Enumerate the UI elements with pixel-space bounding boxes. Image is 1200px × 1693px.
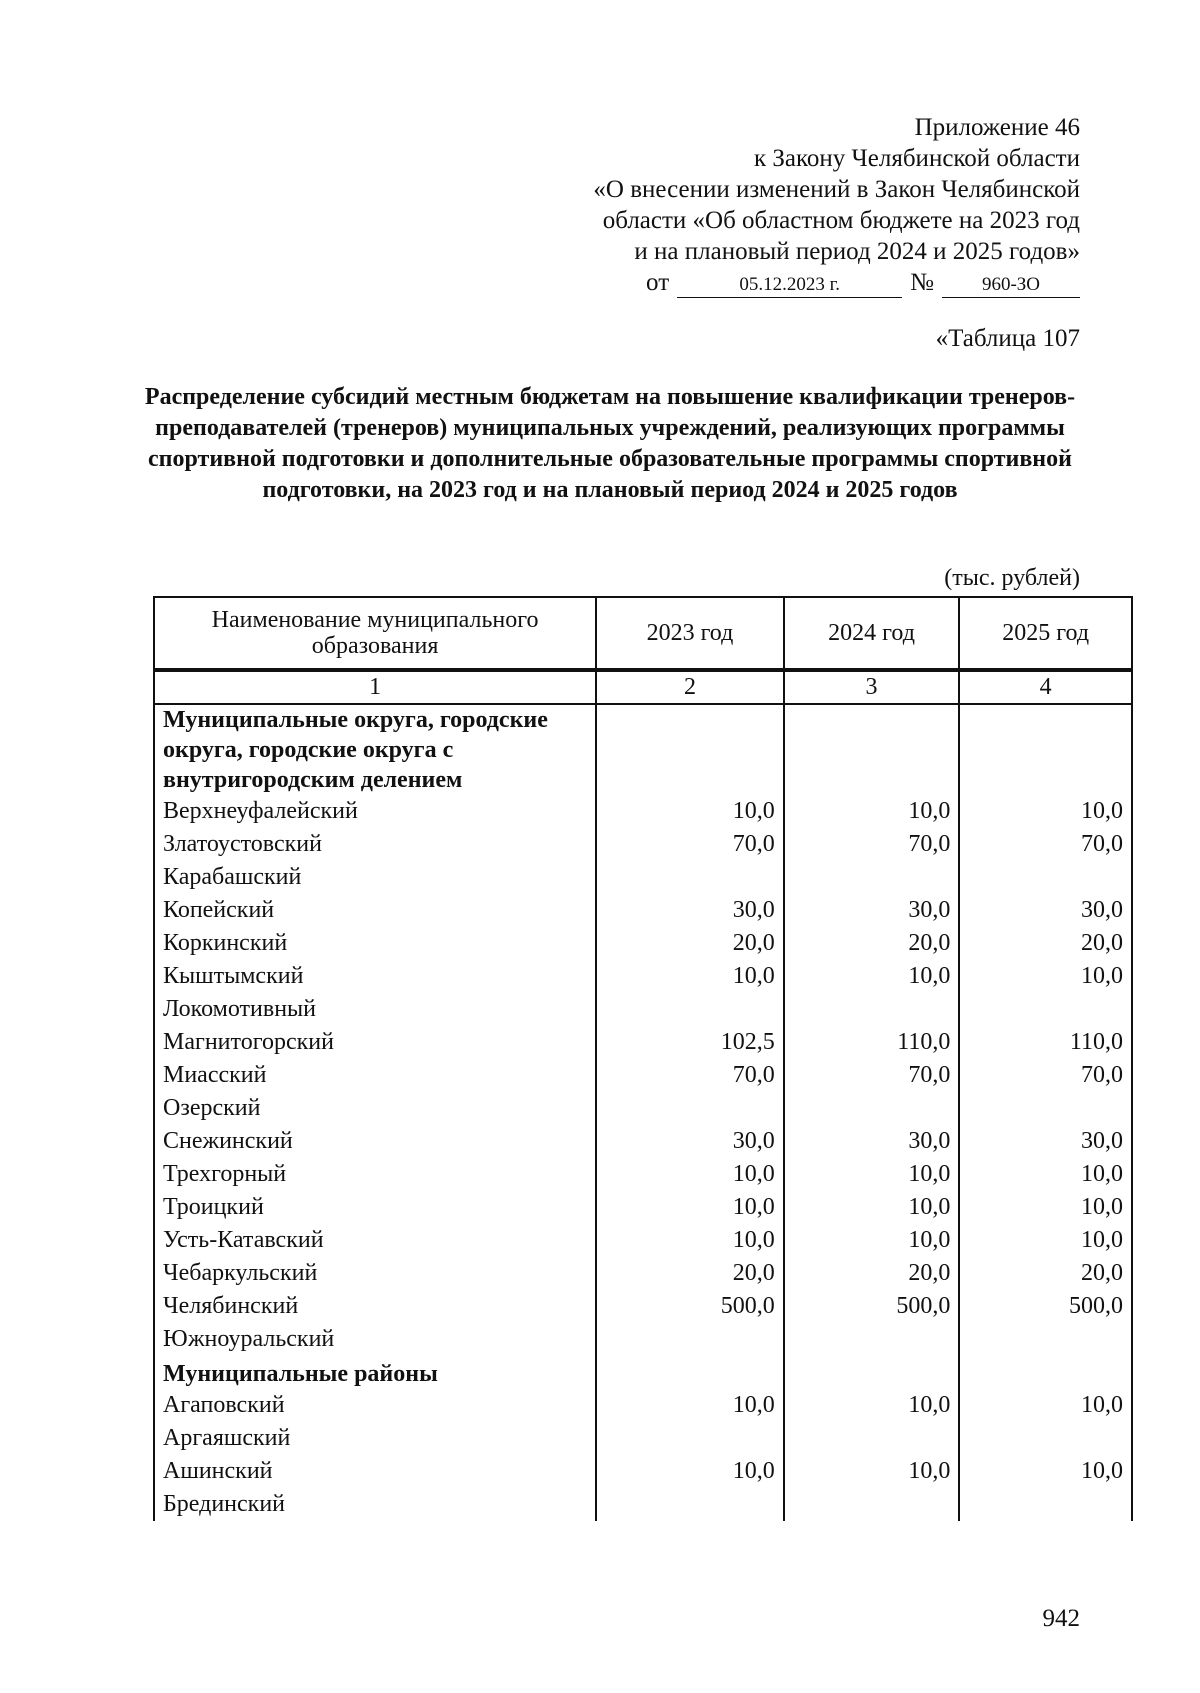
column-header-name: Наименование муниципального образования	[154, 597, 596, 670]
municipality-name: Миасский	[154, 1059, 596, 1092]
value-2025: 30,0	[959, 894, 1132, 927]
municipality-name: Магнитогорский	[154, 1026, 596, 1059]
table-row	[154, 894, 1132, 927]
table-row	[154, 1290, 1132, 1323]
table-row	[154, 1323, 1132, 1356]
value-2023: 20,0	[596, 1257, 784, 1290]
value-2025	[959, 1422, 1132, 1455]
table-row	[154, 1059, 1132, 1092]
value-2024: 10,0	[784, 1389, 960, 1422]
municipality-name: Муниципальные районы	[154, 1356, 596, 1389]
value-2025: 500,0	[959, 1290, 1132, 1323]
value-2024	[784, 1488, 960, 1521]
value-2023: 10,0	[596, 795, 784, 828]
law-number: 960-ЗО	[942, 273, 1080, 298]
municipality-name: Челябинский	[154, 1290, 596, 1323]
value-2024: 10,0	[784, 1191, 960, 1224]
municipality-name: Муниципальные округа, городские округа, городские округа с внутригородским делением	[154, 704, 596, 795]
value-2023: 30,0	[596, 894, 784, 927]
value-2023: 500,0	[596, 1290, 784, 1323]
value-2024: 10,0	[784, 1455, 960, 1488]
table-row	[154, 861, 1132, 894]
subsidy-table	[153, 596, 1133, 1521]
table-row	[154, 1257, 1132, 1290]
value-2023	[596, 861, 784, 894]
value-2024: 10,0	[784, 960, 960, 993]
value-2023: 10,0	[596, 960, 784, 993]
value-2025: 10,0	[959, 1455, 1132, 1488]
value-2023	[596, 1422, 784, 1455]
value-2023: 20,0	[596, 927, 784, 960]
value-2025: 20,0	[959, 1257, 1132, 1290]
column-number-3: 3	[784, 670, 960, 704]
value-2024: 30,0	[784, 1125, 960, 1158]
value-2025	[959, 861, 1132, 894]
law-date: 05.12.2023 г.	[677, 273, 902, 298]
table-body	[154, 704, 1132, 1521]
table-header-row	[154, 597, 1132, 670]
value-2025	[959, 1323, 1132, 1356]
value-2025: 10,0	[959, 1224, 1132, 1257]
table-row	[154, 1092, 1132, 1125]
municipality-name: Ашинский	[154, 1455, 596, 1488]
value-2023: 102,5	[596, 1026, 784, 1059]
value-2023	[596, 1092, 784, 1125]
value-2024: 500,0	[784, 1290, 960, 1323]
table-row	[154, 960, 1132, 993]
value-2023: 10,0	[596, 1389, 784, 1422]
value-2023	[596, 1488, 784, 1521]
municipality-name: Златоустовский	[154, 828, 596, 861]
value-2025: 20,0	[959, 927, 1132, 960]
value-2025: 10,0	[959, 960, 1132, 993]
table-row	[154, 1422, 1132, 1455]
value-2025	[959, 704, 1132, 795]
municipality-name: Брединский	[154, 1488, 596, 1521]
municipality-name: Трехгорный	[154, 1158, 596, 1191]
units-label: (тыс. рублей)	[944, 565, 1080, 591]
value-2024	[784, 1422, 960, 1455]
column-number-row	[154, 670, 1132, 704]
municipality-name: Чебаркульский	[154, 1257, 596, 1290]
value-2024	[784, 993, 960, 1026]
table-row	[154, 1389, 1132, 1422]
value-2025: 10,0	[959, 1158, 1132, 1191]
municipality-name: Троицкий	[154, 1191, 596, 1224]
column-number-1: 1	[154, 670, 596, 704]
document-heading: Распределение субсидий местным бюджетам на повышение квалификации тренеров-преподавателей (тренеров) муниципальных учреждений, реализующих программы спортивной подготовки и дополнительные образовательные программы спортивной подготовки, на 2023 год и на плановый период 2024 и 2025 годов	[144, 384, 1076, 503]
column-header-2023: 2023 год	[596, 597, 784, 670]
value-2023: 10,0	[596, 1455, 784, 1488]
table-row	[154, 1026, 1132, 1059]
table-row	[154, 1455, 1132, 1488]
table-row	[154, 1191, 1132, 1224]
table-row	[154, 993, 1132, 1026]
table-row	[154, 927, 1132, 960]
page-number: 942	[1042, 1605, 1080, 1632]
table-row	[154, 1158, 1132, 1191]
value-2023	[596, 704, 784, 795]
table-row	[154, 1125, 1132, 1158]
value-2024	[784, 1323, 960, 1356]
value-2023	[596, 1323, 784, 1356]
municipality-name: Карабашский	[154, 861, 596, 894]
value-2024: 10,0	[784, 1158, 960, 1191]
value-2025: 110,0	[959, 1026, 1132, 1059]
value-2024: 70,0	[784, 1059, 960, 1092]
appendix-line-4: области «Об областном бюджете на 2023 год	[602, 207, 1080, 234]
table-row	[154, 1488, 1132, 1521]
table-group-row	[154, 704, 1132, 795]
appendix-line-2: к Закону Челябинской области	[754, 145, 1080, 172]
value-2025: 70,0	[959, 828, 1132, 861]
value-2024	[784, 861, 960, 894]
municipality-name: Южноуральский	[154, 1323, 596, 1356]
value-2025	[959, 1488, 1132, 1521]
municipality-name: Локомотивный	[154, 993, 596, 1026]
value-2024: 70,0	[784, 828, 960, 861]
value-2025	[959, 993, 1132, 1026]
value-2024: 20,0	[784, 1257, 960, 1290]
column-header-2024: 2024 год	[784, 597, 960, 670]
value-2024	[784, 1356, 960, 1389]
table-row	[154, 1224, 1132, 1257]
appendix-line-3: «О внесении изменений в Закон Челябинской	[593, 176, 1080, 203]
value-2025: 10,0	[959, 1191, 1132, 1224]
value-2023: 70,0	[596, 1059, 784, 1092]
municipality-name: Кыштымский	[154, 960, 596, 993]
value-2024: 110,0	[784, 1026, 960, 1059]
appendix-block	[520, 112, 1080, 298]
value-2025	[959, 1356, 1132, 1389]
column-header-2025: 2025 год	[959, 597, 1132, 670]
municipality-name: Снежинский	[154, 1125, 596, 1158]
table-group-row	[154, 1356, 1132, 1389]
value-2023	[596, 993, 784, 1026]
appendix-line-5: и на плановый период 2024 и 2025 годов»	[634, 238, 1080, 265]
value-2024	[784, 1092, 960, 1125]
number-prefix: №	[910, 269, 934, 296]
value-2025: 70,0	[959, 1059, 1132, 1092]
appendix-line-1: Приложение 46	[914, 114, 1080, 141]
value-2024: 10,0	[784, 1224, 960, 1257]
municipality-name: Верхнеуфалейский	[154, 795, 596, 828]
municipality-name: Коркинский	[154, 927, 596, 960]
table-label: «Таблица 107	[935, 325, 1080, 352]
value-2023: 30,0	[596, 1125, 784, 1158]
table-row	[154, 795, 1132, 828]
value-2024: 30,0	[784, 894, 960, 927]
municipality-name: Озерский	[154, 1092, 596, 1125]
value-2024	[784, 704, 960, 795]
table-row	[154, 828, 1132, 861]
value-2023: 70,0	[596, 828, 784, 861]
value-2025: 10,0	[959, 795, 1132, 828]
value-2025	[959, 1092, 1132, 1125]
column-number-2: 2	[596, 670, 784, 704]
value-2023: 10,0	[596, 1224, 784, 1257]
value-2023: 10,0	[596, 1191, 784, 1224]
municipality-name: Аргаяшский	[154, 1422, 596, 1455]
date-prefix: от	[646, 269, 670, 296]
value-2024: 10,0	[784, 795, 960, 828]
column-number-4: 4	[959, 670, 1132, 704]
municipality-name: Агаповский	[154, 1389, 596, 1422]
value-2024: 20,0	[784, 927, 960, 960]
value-2025: 10,0	[959, 1389, 1132, 1422]
value-2023	[596, 1356, 784, 1389]
value-2023: 10,0	[596, 1158, 784, 1191]
value-2025: 30,0	[959, 1125, 1132, 1158]
appendix-date-line	[520, 267, 1080, 298]
municipality-name: Усть-Катавский	[154, 1224, 596, 1257]
municipality-name: Копейский	[154, 894, 596, 927]
